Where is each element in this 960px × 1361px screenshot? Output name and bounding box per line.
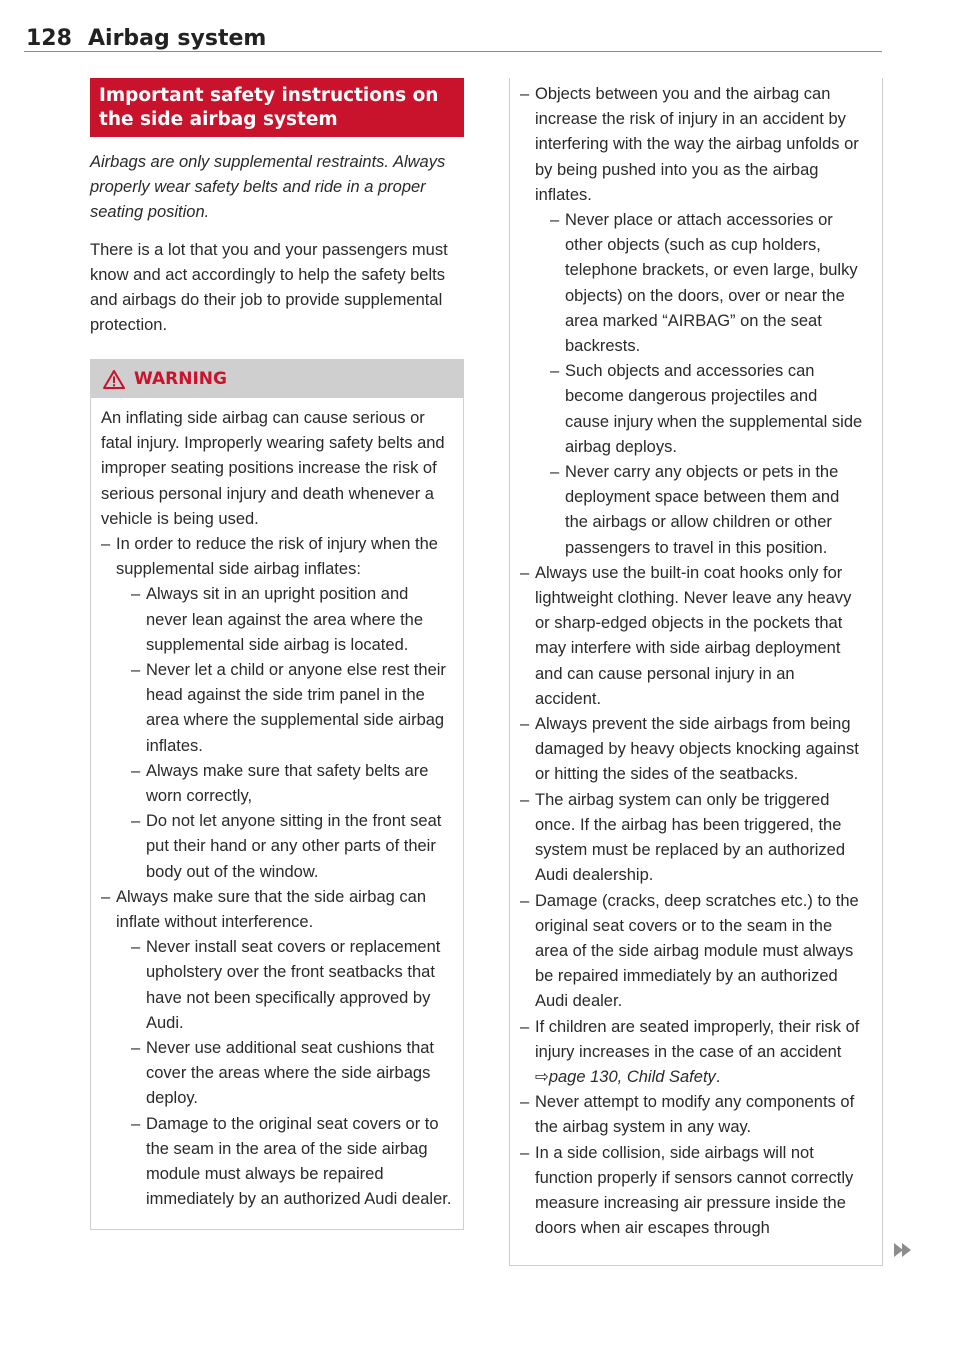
list-item: – Always sit in an upright position and never lean against the area where the supplemental side airbag is located.	[131, 582, 453, 658]
list-item: – Always make sure that safety belts are worn correctly,	[131, 759, 453, 809]
list-item: – Never attempt to modify any components of the airbag system in any way.	[520, 1090, 864, 1140]
list-item: – In order to reduce the risk of injury when the supplemental side airbag inflates: – Always sit in an upright position and never lean against the area where the supplemental side airbag is located. – Never let a child or anyone else rest their head against the side trim panel in the area where the supplemental side airbag inflates. – Always make sure that safety belts are worn correctly, – Do not let anyone sitting in the front seat put their hand or any other parts of their body out of the window.	[101, 532, 453, 885]
sub-list	[116, 935, 453, 1212]
list-item: – Always make sure that the side airbag can inflate without interference. – Never install seat covers or replacement upholstery over the front seatbacks that have not been specifically approved by Audi. – Never use additional seat cushions that cover the areas where the side airbags deploy. – Damage to the original seat covers or to the seam in the area of the side airbag module must always be repaired immediately by an authorized Audi dealer.	[101, 885, 453, 1213]
section-title: Important safety instructions on the side airbag system	[90, 78, 464, 137]
header-rule	[24, 51, 882, 52]
page-number: 128	[26, 26, 72, 51]
running-header: Airbag system	[88, 26, 267, 51]
continue-arrow-icon	[893, 1242, 913, 1258]
list-item: – Never place or attach accessories or other objects (such as cup holders, telephone brackets, or even large, bulky objects) on the doors, over or near the area marked “AIRBAG” on the seat backrests.	[550, 208, 864, 359]
warning-body	[91, 398, 463, 1229]
warning-label: WARNING	[134, 369, 227, 389]
list-item: – Such objects and accessories can become dangerous projectiles and cause injury when the supplemental side airbag deploys.	[550, 359, 864, 460]
sub-list	[116, 582, 453, 884]
list-item: – If children are seated improperly, their risk of injury increases in the case of an accident ⇨page 130, Child Safety.	[520, 1015, 864, 1091]
list-item: – Do not let anyone sitting in the front seat put their hand or any other parts of their body out of the window.	[131, 809, 453, 885]
list-item: – Never carry any objects or pets in the deployment space between them and the airbags or allow children or other passengers to travel in this position.	[550, 460, 864, 561]
body-paragraph: There is a lot that you and your passengers must know and act accordingly to help the safety belts and airbags do their job to provide supplemental protection.	[90, 241, 448, 334]
left-column	[90, 78, 464, 1230]
list-item: – Always prevent the side airbags from being damaged by heavy objects knocking against or hitting the sides of the seatbacks.	[520, 712, 864, 788]
page-reference-link[interactable]: page 130, Child Safety	[548, 1067, 716, 1086]
warning-lead: An inflating side airbag can cause serious or fatal injury. Improperly wearing safety belts and improper seating positions increase the risk of serious personal injury and death whenever a vehicle is being used.	[101, 409, 445, 528]
list-item: – Never let a child or anyone else rest their head against the side trim panel in the area where the supplemental side airbag inflates.	[131, 658, 453, 759]
page-ref-arrow-icon: ⇨	[535, 1067, 549, 1086]
list-item: – Damage to the original seat covers or to the seam in the area of the side airbag module must always be repaired immediately by an authorized Audi dealer.	[131, 1112, 453, 1213]
list-item: – Objects between you and the airbag can increase the risk of injury in an accident by interfering with the way the airbag unfolds or by being pushed into you as the airbag inflates. – Never place or attach accessories or other objects (such as cup holders, telephone brackets, or even large, bulky objects) on the doors, over or near the area marked “AIRBAG” on the seat backrests. – Such objects and accessories can become dangerous projectiles and cause injury when the supplemental side airbag deploys. – Never carry any objects or pets in the deployment space between them and the airbags or allow children or other passengers to travel in this position.	[520, 82, 864, 561]
list-item: – Never install seat covers or replacement upholstery over the front seatbacks that have not been specifically approved by Audi.	[131, 935, 453, 1036]
list-item: – In a side collision, side airbags will not function properly if sensors cannot correctly measure increasing air pressure inside the doors when air escapes through	[520, 1141, 864, 1242]
sub-list	[535, 208, 864, 561]
warning-header	[91, 360, 463, 398]
warning-triangle-icon	[103, 370, 125, 389]
list-item: – Never use additional seat cushions that cover the areas where the side airbags deploy.	[131, 1036, 453, 1112]
intro-text: Airbags are only supplemental restraints. Always properly wear safety belts and ride in a proper seating position.	[90, 153, 446, 221]
warning-list-continued	[520, 82, 864, 1241]
list-item: – Damage (cracks, deep scratches etc.) to the original seat covers or to the seam in the area of the side airbag module must always be repaired immediately by an authorized Audi dealer.	[520, 889, 864, 1015]
list-item: – The airbag system can only be triggered once. If the airbag has been triggered, the system must be replaced by an authorized Audi dealership.	[520, 788, 864, 889]
warning-continued-box	[509, 78, 883, 1266]
list-item: – Always use the built-in coat hooks only for lightweight clothing. Never leave any heavy or sharp-edged objects in the pockets that may interfere with side airbag deployment and can cause personal injury in an accident.	[520, 561, 864, 712]
warning-box	[90, 359, 464, 1230]
warning-list	[101, 532, 453, 1212]
